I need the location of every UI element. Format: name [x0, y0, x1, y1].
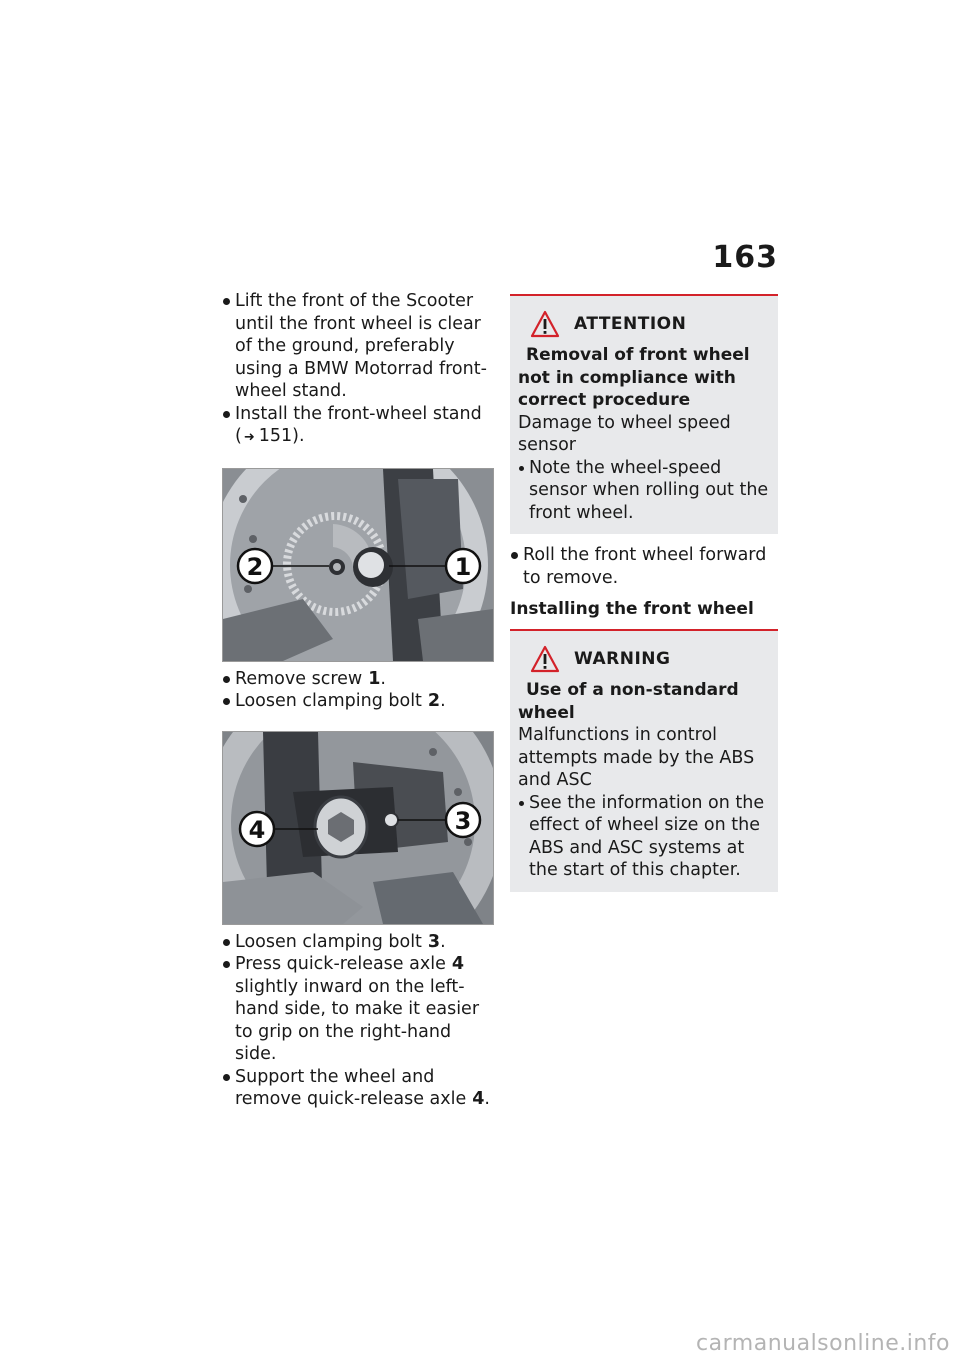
callout-2: 2 [246, 552, 264, 581]
page-reference-link[interactable]: 151 [258, 426, 293, 446]
watermark: carmanualsonline.info [696, 1331, 950, 1356]
warning-notice [510, 629, 778, 892]
list-item: Remove screw 1. [222, 668, 494, 691]
warning-consequence: Malfunctions in control attempts made by the ABS and ASC [518, 725, 755, 790]
attention-bullets [518, 457, 770, 525]
left-column [222, 290, 494, 1111]
wheel-hub-illustration [223, 469, 493, 661]
arrow-right-icon: ➜ [243, 430, 255, 445]
steps-lift [222, 290, 494, 450]
section-heading: Installing the front wheel [510, 599, 754, 619]
warning-title: WARNING [574, 649, 671, 669]
list-item: Roll the front wheel forward to remove. [510, 544, 778, 589]
right-column [510, 294, 778, 892]
list-item: Lift the front of the Scooter until the front wheel is clear of the ground, preferably using a BMW Motorrad front-wheel stand. [222, 290, 494, 403]
list-item: Support the wheel and remove quick-release axle 4. [222, 1066, 494, 1111]
page-number: 163 [712, 240, 778, 275]
callout-3: 3 [454, 806, 472, 835]
axle-illustration [223, 732, 493, 924]
warning-triangle-icon [530, 645, 560, 673]
callout-4: 4 [248, 815, 266, 844]
attention-title: ATTENTION [574, 314, 687, 334]
warning-bullets [518, 792, 770, 882]
list-item: Note the wheel-speed sensor when rolling out the front wheel. [518, 457, 770, 525]
warning-triangle-icon [530, 310, 560, 338]
callout-1: 1 [454, 552, 472, 581]
figure-quick-release-axle [222, 731, 494, 925]
warning-subject: Use of a non-standard wheel [518, 680, 739, 723]
list-item: Loosen clamping bolt 3. [222, 931, 494, 954]
list-item: See the information on the effect of wheel size on the ABS and ASC systems at the start of this chapter. [518, 792, 770, 882]
steps-screws [222, 668, 494, 713]
attention-subject: Removal of front wheel not in compliance with correct procedure [518, 345, 750, 410]
list-item: Loosen clamping bolt 2. [222, 690, 494, 713]
figure-front-axle-screw [222, 468, 494, 662]
steps-axle [222, 931, 494, 1111]
list-item-install-stand: Install the front-wheel stand ( ➜ 151). [222, 403, 494, 450]
attention-consequence: Damage to wheel speed sensor [518, 412, 731, 455]
list-item: Press quick-release axle 4 slightly inward on the left-hand side, to make it easier to grip on the right-hand side. [222, 953, 494, 1066]
attention-notice [510, 294, 778, 534]
steps-roll [510, 544, 778, 589]
